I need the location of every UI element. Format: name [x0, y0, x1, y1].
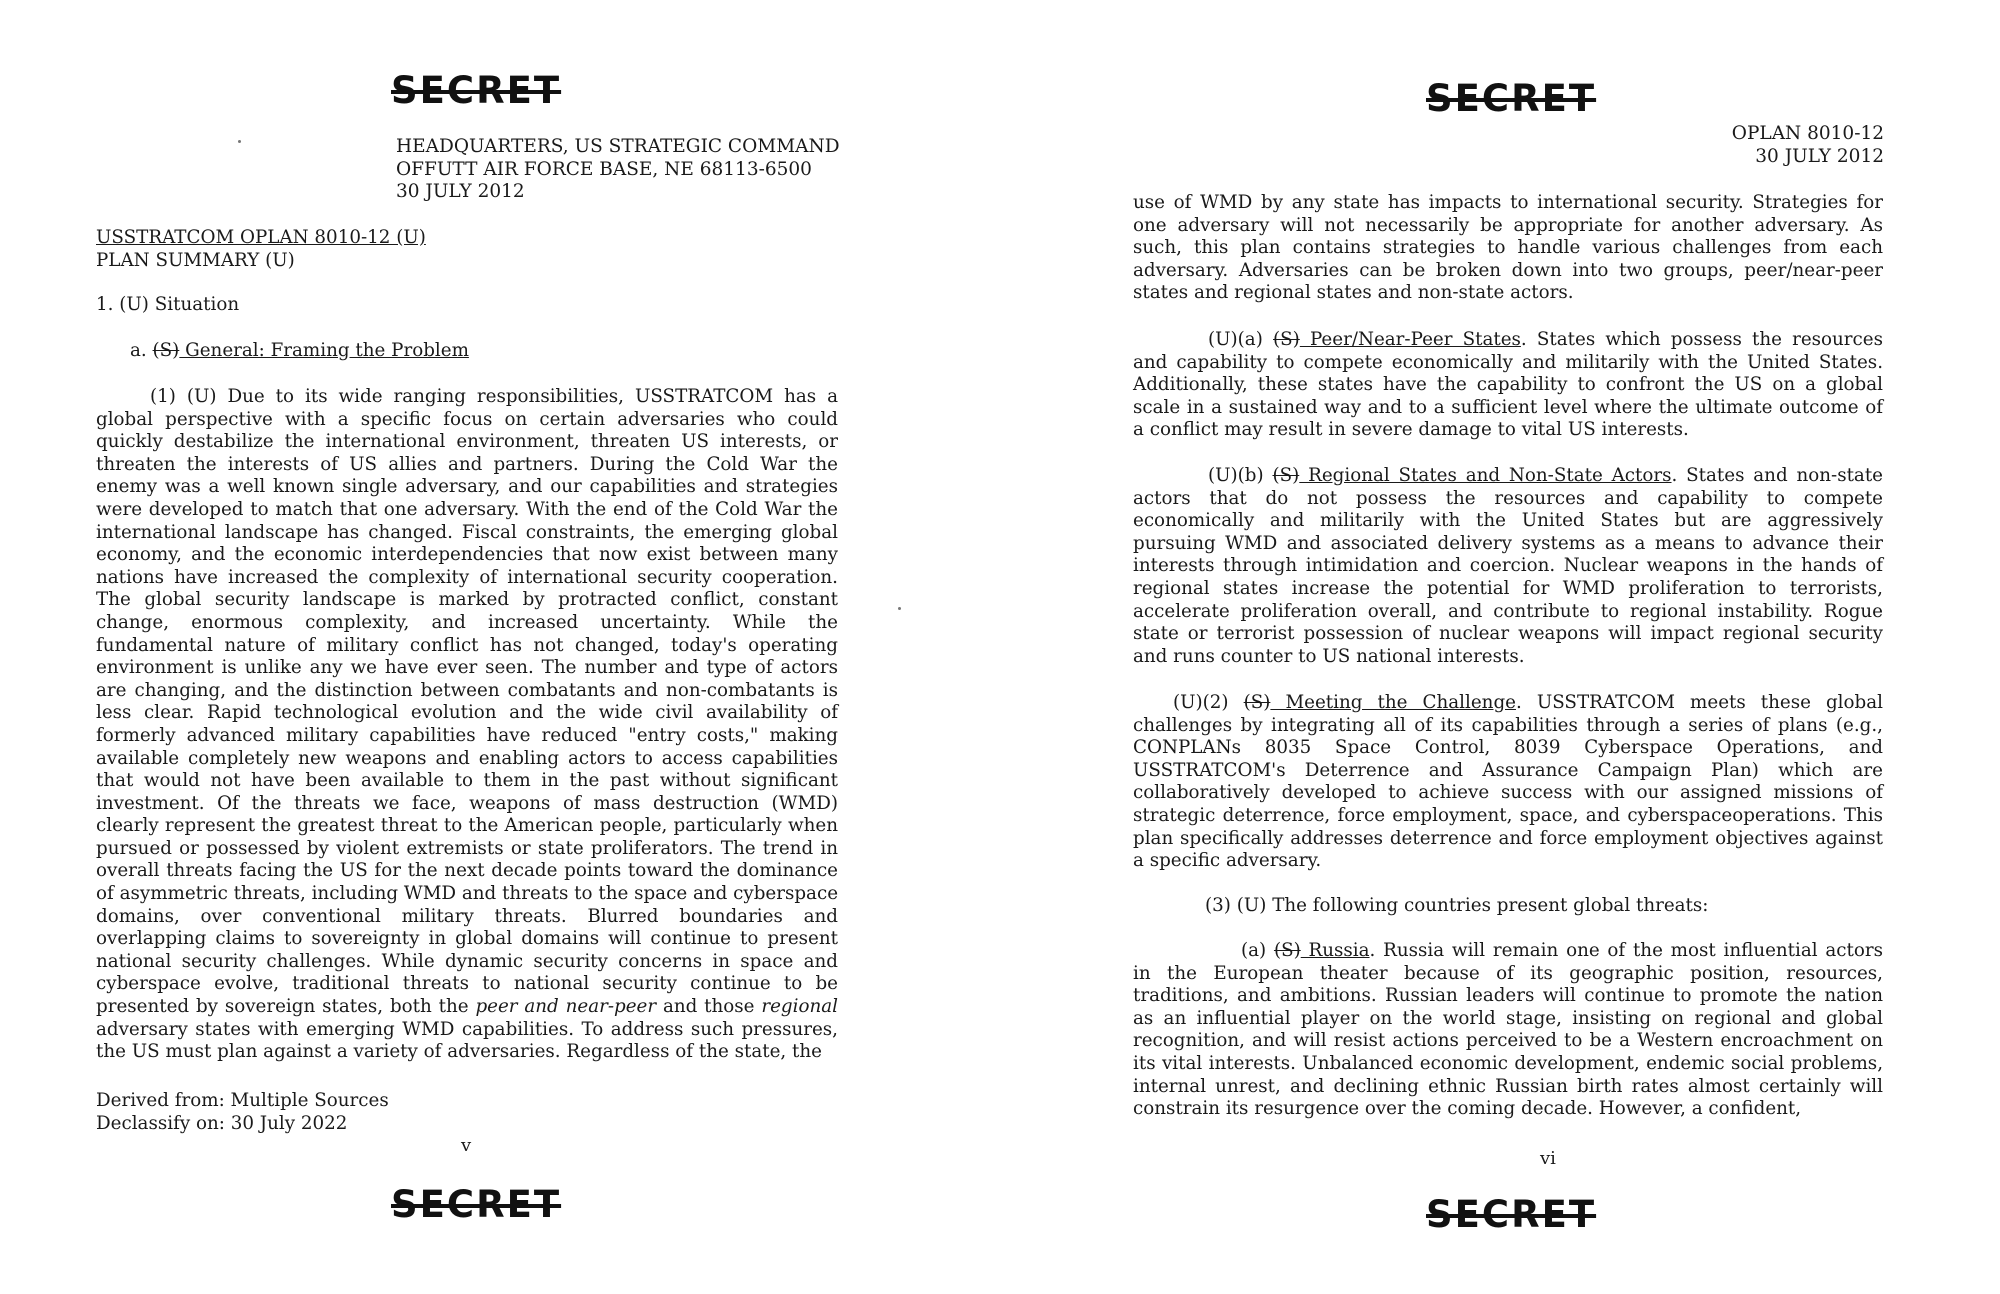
paragraph-line: nations have increased the complexity of international security cooperation. [96, 566, 838, 588]
derived-from: Derived from: Multiple Sources [96, 1090, 389, 1111]
italic-term: peer and near-peer [475, 996, 657, 1018]
paragraph-line: and runs counter to US national interests. [1133, 645, 1525, 667]
paragraph-line: strategic deterrence, force employment, space, and cyberspaceoperations. This [1133, 804, 1883, 826]
paragraph-line: such, this plan contains strategies to handle various challenges from each [1133, 237, 1883, 259]
paragraph-line: economically and militarily with the United States but are aggressively [1133, 510, 1883, 532]
paragraph-line: a conflict may result in severe damage to vital US interests. [1133, 419, 1689, 441]
paragraph-line: overlapping claims to sovereignty in global domains will continue to present [96, 928, 838, 950]
russia-paragraph [1133, 940, 1883, 1121]
paragraph-line: domains, over conventional military threats. Blurred boundaries and [96, 905, 838, 927]
classification-portion-mark: (S) [1273, 940, 1301, 961]
paragraph-line: in the European theater because of its geographic position, resources, [1133, 962, 1883, 984]
text-run: presented by sovereign states, both the [96, 996, 476, 1018]
paragraph-line: Additionally, these states have the capability to confront the US on a global [1133, 374, 1883, 396]
letterhead-line: HEADQUARTERS, US STRATEGIC COMMAND [396, 136, 840, 157]
subsection-title: General: Framing the Problem [179, 340, 469, 361]
classification-portion-mark: (S) [1272, 465, 1300, 486]
paragraph-line: a specific adversary. [1133, 850, 1322, 872]
regional-states-paragraph [1133, 465, 1883, 668]
paragraph-line: constrain its resurgence over the coming decade. However, a confident, [1133, 1098, 1802, 1120]
document-title: USSTRATCOM OPLAN 8010-12 (U) [96, 227, 426, 248]
page-number: v [461, 1135, 472, 1156]
paragraph-line: clearly represent the greatest threat to the American people, particularly when [96, 815, 838, 837]
paragraph-line: global perspective with a specific focus on certain adversaries who could [96, 408, 838, 430]
paragraph-line: recognition, and will resist actions perceived to be a Western encroachment on [1133, 1030, 1883, 1052]
paragraph-line: were developed to match that one adversary. With the end of the Cold War the [96, 498, 838, 520]
paragraph-title: Peer/Near-Peer States [1299, 329, 1521, 350]
paragraph-line: state or terrorist possession of nuclear weapons will impact regional security [1133, 623, 1883, 645]
paragraph-line: investment. Of the threats we face, weapons of mass destruction (WMD) [96, 792, 838, 814]
paragraph-line: the US must plan against a variety of adversaries. Regardless of the state, the [96, 1041, 822, 1063]
plan-summary-heading: PLAN SUMMARY (U) [96, 249, 295, 271]
meeting-challenge-paragraph [1133, 692, 1883, 873]
paragraph-line: CONPLANs 8035 Space Control, 8039 Cyberspace Operations, and [1133, 737, 1883, 759]
classification-authority-block [96, 1090, 389, 1135]
letterhead [396, 136, 840, 204]
paragraph-title: Regional States and Non-State Actors [1299, 465, 1672, 486]
paragraph-line-italic-terms [96, 996, 838, 1019]
paragraph-line: are changing, and the distinction between combatants and non-combatants is [96, 679, 838, 701]
scan-speck [238, 140, 241, 143]
text-run: and those [656, 996, 762, 1018]
subsection-heading-general [130, 340, 469, 363]
paragraph-prefix: (a) [1241, 940, 1274, 961]
paragraph-line: enemy was a well known single adversary, and our capabilities and strategies [96, 476, 838, 498]
paragraph-line: interests through intimidation and coercion. Nuclear weapons in the hands of [1133, 555, 1883, 577]
paragraph-line: states and regional states and non-state actors. [1133, 282, 1574, 304]
paragraph-title: Meeting the Challenge [1270, 692, 1516, 713]
continued-paragraph [1133, 192, 1883, 305]
paragraph-line: actors that do not possess the resources and capability to compete [1133, 487, 1883, 509]
global-threats-heading: (3) (U) The following countries present global threats: [1205, 895, 1709, 916]
paragraph-line: one adversary will not necessarily be appropriate for another adversary. As [1133, 214, 1883, 236]
paragraph-prefix: (U)(b) [1208, 465, 1273, 486]
paragraph-line: overall threats facing the US for the next decade points toward the dominance [96, 860, 838, 882]
text-run: . USSTRATCOM meets these global [1515, 692, 1883, 713]
right-document-page [1000, 0, 2000, 1294]
paragraph-line: plan specifically addresses deterrence and force employment objectives against [1133, 827, 1883, 849]
paragraph-line: accelerate proliferation overall, and contribute to regional instability. Rogue [1133, 600, 1883, 622]
section-heading-situation: 1. (U) Situation [96, 294, 240, 315]
paragraph-prefix: (U)(a) [1208, 329, 1273, 350]
paragraph-line: quickly destabilize the international environment, threaten US interests, or [96, 431, 838, 453]
paragraph-line: challenges by integrating all of its capabilities through a series of plans (e.g., [1133, 714, 1883, 736]
paragraph-line: as an influential player on the world stage, insisting on regional and global [1133, 1007, 1883, 1029]
declassify-on: Declassify on: 30 July 2022 [96, 1112, 348, 1134]
text-run: . States which possess the resources [1520, 329, 1883, 350]
paragraph-line: use of WMD by any state has impacts to international security. Strategies for [1133, 192, 1883, 213]
classification-portion-mark: (S) [152, 340, 180, 361]
paragraph-line: less clear. Rapid technological evolution and the wide civil availability of [96, 702, 838, 724]
paragraph-line: pursued or possessed by violent extremists or state proliferators. The trend in [96, 837, 838, 859]
classification-marking-top: SECRET [1426, 77, 1597, 120]
peer-near-peer-paragraph [1133, 329, 1883, 442]
paragraph-line: available completely new weapons and enabling actors to access capabilities [96, 747, 838, 769]
classification-marking-top: SECRET [391, 69, 562, 112]
paragraph-line: economy, and the economic interdependencies that now exist between many [96, 544, 838, 566]
paragraph-line: its vital interests. Unbalanced economic development, endemic social problems, [1133, 1052, 1883, 1074]
paragraph-line: (1) (U) Due to its wide ranging responsibilities, USSTRATCOM has a [150, 386, 838, 407]
situation-paragraph [96, 386, 838, 1064]
scan-speck [898, 607, 901, 610]
paragraph-line: of asymmetric threats, including WMD and threats to the space and cyberspace [96, 883, 839, 905]
paragraph-line: fundamental nature of military conflict has not changed, today's operating [96, 634, 838, 656]
classification-portion-mark: (S) [1243, 692, 1271, 713]
paragraph-line: regional states increase the potential for WMD proliferation to terrorists, [1133, 577, 1883, 599]
paragraph-line: adversary. Adversaries can be broken down into two groups, peer/near-peer [1133, 259, 1883, 281]
paragraph-first-line [1133, 329, 1883, 352]
running-header-date: 30 JULY 2012 [1755, 145, 1884, 167]
letterhead-line: OFFUTT AIR FORCE BASE, NE 68113-6500 [396, 158, 812, 180]
paragraph-line: and capability to compete economically and militarily with the United States. [1133, 351, 1883, 373]
document-title-block [96, 227, 426, 272]
paragraph-first-line [1133, 940, 1883, 963]
paragraph-prefix: (U)(2) [1173, 692, 1244, 713]
paragraph-line: change, enormous complexity, and increased uncertainty. While the [96, 611, 838, 633]
paragraph-line: formerly advanced military capabilities have reduced "entry costs," making [96, 724, 838, 746]
running-header [1732, 123, 1884, 168]
paragraph-first-line [1133, 465, 1883, 488]
paragraph-line: international landscape has changed. Fiscal constraints, the emerging global [96, 521, 838, 543]
running-header-plan: OPLAN 8010-12 [1731, 123, 1884, 144]
italic-term: regional [761, 996, 838, 1018]
paragraph-line: national security challenges. While dynamic security concerns in space and [96, 950, 838, 972]
paragraph-line: internal unrest, and declining ethnic Russian birth rates almost certainly will [1133, 1075, 1883, 1097]
paragraph-line: The global security landscape is marked by protracted conflict, constant [96, 589, 838, 611]
letterhead-date: 30 JULY 2012 [396, 181, 525, 203]
paragraph-line: USSTRATCOM's Deterrence and Assurance Campaign Plan) which are [1133, 759, 1883, 781]
classification-marking-bottom: SECRET [1426, 1193, 1597, 1236]
classification-marking-bottom: SECRET [391, 1183, 562, 1226]
paragraph-title: Russia [1300, 940, 1370, 961]
paragraph-line: scale in a sustained way and to a sufficient level where the ultimate outcome of [1133, 396, 1883, 418]
paragraph-line: adversary states with emerging WMD capabilities. To address such pressures, [96, 1018, 838, 1040]
paragraph-line: traditions, and ambitions. Russian leaders will continue to promote the nation [1133, 985, 1883, 1007]
paragraph-line: pursuing WMD and associated delivery systems as a means to advance their [1133, 532, 1883, 554]
text-run: . States and non-state [1671, 465, 1883, 486]
paragraph-line: collaboratively developed to achieve success with our assigned missions of [1133, 782, 1883, 804]
paragraph-line: environment is unlike any we have ever seen. The number and type of actors [96, 657, 838, 679]
paragraph-line: cyberspace evolve, traditional threats to national security continue to be [96, 973, 838, 995]
subsection-prefix: a. [130, 340, 153, 361]
paragraph-line: that would not have been available to them in the past without significant [96, 770, 838, 792]
page-number: vi [1540, 1148, 1556, 1169]
text-run: . Russia will remain one of the most influential actors [1369, 940, 1883, 961]
paragraph-first-line [1133, 692, 1883, 715]
paragraph-line: threaten the interests of US allies and partners. During the Cold War the [96, 453, 838, 475]
classification-portion-mark: (S) [1273, 329, 1300, 350]
